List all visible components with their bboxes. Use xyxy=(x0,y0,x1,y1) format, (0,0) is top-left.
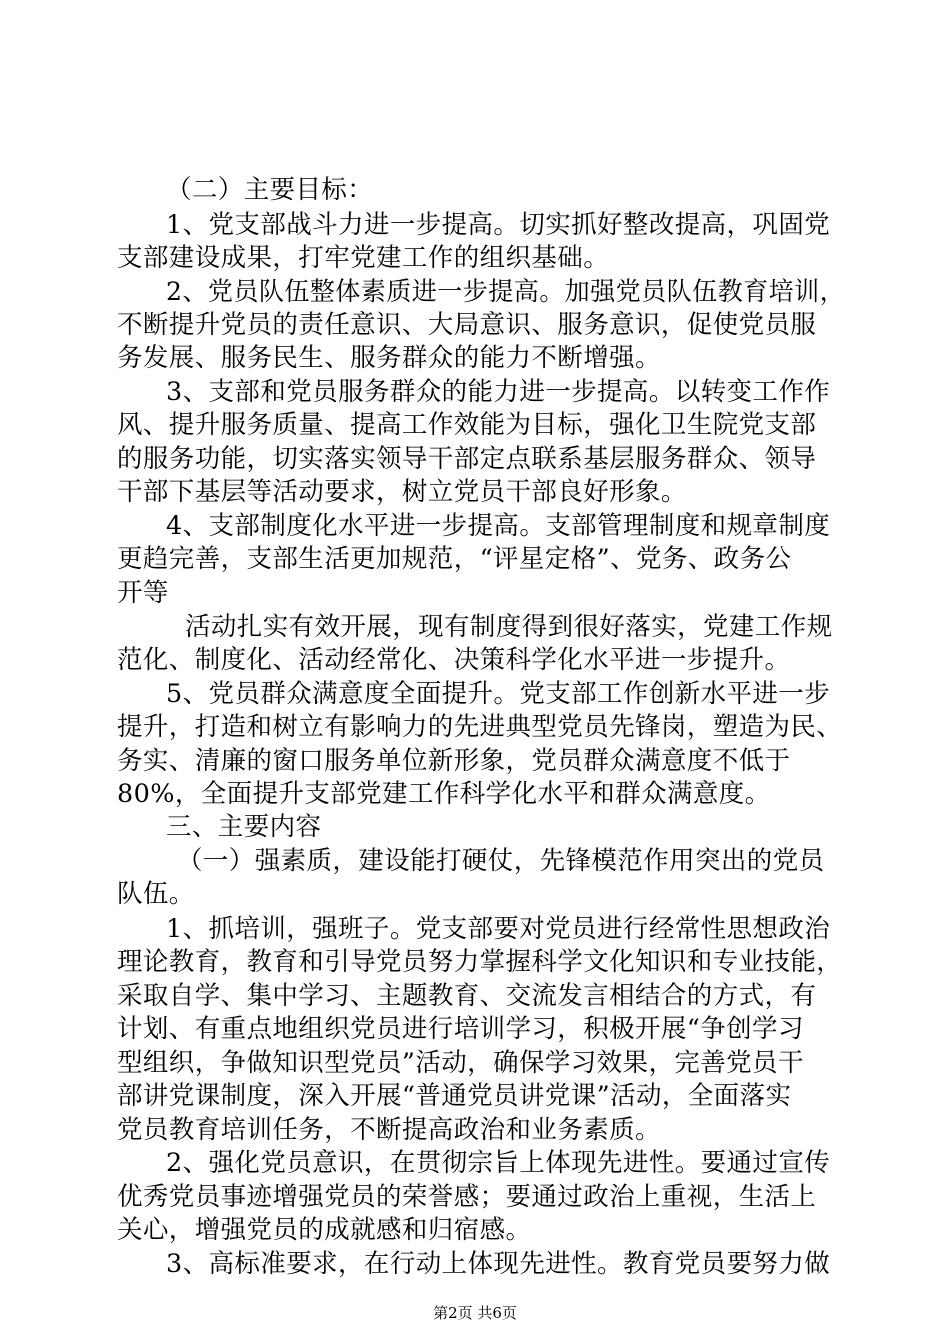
text-line: 队伍。 xyxy=(117,879,195,909)
section-heading: 三、主要内容 xyxy=(166,812,322,842)
text-line: 党员教育培训任务，不断提高政治和业务素质。 xyxy=(117,1115,661,1145)
text-line: 干部下基层等活动要求，树立党员干部良好形象。 xyxy=(117,477,687,507)
text-line: 理论教育，教育和引导党员努力掌握科学文化知识和专业技能， xyxy=(117,947,843,977)
text-line: 不断提升党员的责任意识、大局意识、服务意识，促使党员服 xyxy=(117,310,817,340)
text-line: 关心，增强党员的成就感和归宿感。 xyxy=(117,1215,532,1245)
text-line: 风、提升服务质量、提高工作效能为目标，强化卫生院党支部 xyxy=(117,410,817,440)
text-line: （二）主要目标： xyxy=(166,175,374,205)
page-footer: 第2页 共6页 xyxy=(433,1304,517,1322)
text-line: 1、抓培训，强班子。党支部要对党员进行经常性思想政治 xyxy=(166,914,831,944)
text-line: 活动扎实有效开展，现有制度得到很好落实，党建工作规 xyxy=(185,612,833,642)
text-line: 1、党支部战斗力进一步提高。切实抓好整改提高，巩固党 xyxy=(166,210,831,240)
text-line: 4、支部制度化水平进一步提高。支部管理制度和规章制度 xyxy=(166,511,831,541)
text-line: 2、强化党员意识，在贯彻宗旨上体现先进性。要通过宣传 xyxy=(166,1148,831,1178)
text-line: 部讲党课制度，深入开展“普通党员讲党课”活动，全面落实 xyxy=(117,1081,792,1111)
text-line: 的服务功能，切实落实领导干部定点联系基层服务群众、领导 xyxy=(117,444,817,474)
text-line: 型组织，争做知识型党员”活动，确保学习效果，完善党员干 xyxy=(117,1048,804,1078)
text-line: 开等 xyxy=(117,578,169,608)
text-line: 80%，全面提升支部党建工作科学化水平和群众满意度。 xyxy=(117,779,771,809)
text-line: 务发展、服务民生、服务群众的能力不断增强。 xyxy=(117,343,661,373)
text-line: 支部建设成果，打牢党建工作的组织基础。 xyxy=(117,243,610,273)
text-line: 提升，打造和树立有影响力的先进典型党员先锋岗，塑造为民、 xyxy=(117,712,843,742)
text-line: 采取自学、集中学习、主题教育、交流发言相结合的方式，有 xyxy=(117,981,817,1011)
text-line: 2、党员队伍整体素质进一步提高。加强党员队伍教育培训， xyxy=(166,277,846,307)
text-line: 优秀党员事迹增强党员的荣誉感；要通过政治上重视，生活上 xyxy=(117,1182,817,1212)
text-line: 范化、制度化、活动经常化、决策科学化水平进一步提升。 xyxy=(117,645,791,675)
text-line: 5、党员群众满意度全面提升。党支部工作创新水平进一步 xyxy=(166,679,831,709)
text-line: 务实、清廉的窗口服务单位新形象，党员群众满意度不低于 xyxy=(117,746,791,776)
text-line: 更趋完善，支部生活更加规范，“评星定格”、党务、政务公 xyxy=(117,544,792,574)
subsection-heading: （一）强素质，建设能打硬仗，先锋模范作用突出的党员 xyxy=(177,846,825,876)
text-line: 3、高标准要求，在行动上体现先进性。教育党员要努力做 xyxy=(166,1249,831,1279)
text-line: 计划、有重点地组织党员进行培训学习，积极开展“争创学习 xyxy=(117,1014,804,1044)
text-line: 3、支部和党员服务群众的能力进一步提高。以转变工作作 xyxy=(166,377,831,407)
